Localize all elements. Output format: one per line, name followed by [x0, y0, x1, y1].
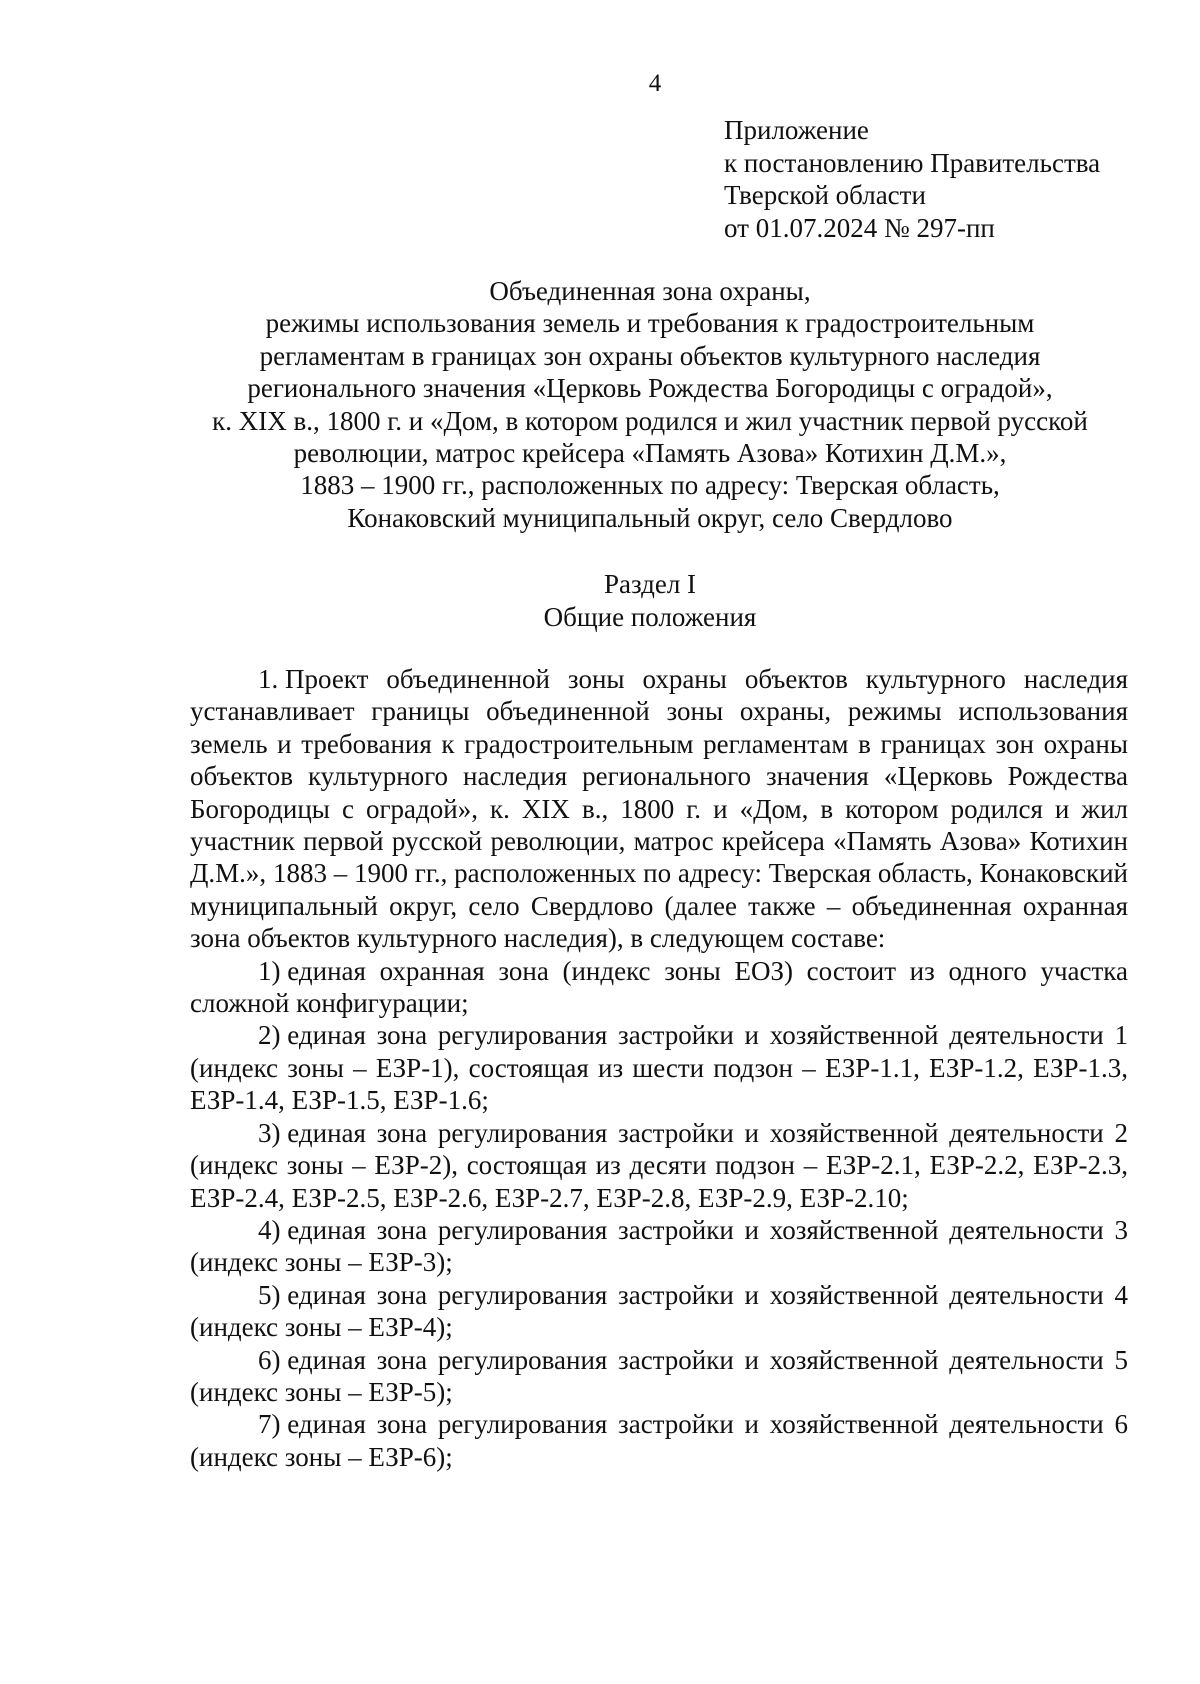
list-item-text: единая зона регулирования застройки и хозяйственной деятельности 2 (индекс зоны – ЕЗР-2), состоящая из десяти подзон – ЕЗР-2.1, ЕЗР-2.2, ЕЗР-2.3, ЕЗР-2.4, ЕЗР-2.5, ЕЗР-2.6, ЕЗР-2.7, ЕЗР-2.8, ЕЗР-2.9, ЕЗР-2.10; — [190, 1117, 1128, 1213]
title-line: к. XIX в., 1800 г. и «Дом, в котором родился и жил участник первой русской — [212, 405, 1088, 436]
list-item-text: единая охранная зона (индекс зоны ЕОЗ) состоит из одного участка сложной конфигурации; — [190, 955, 1128, 1019]
list-item-number: 4) — [258, 1214, 281, 1245]
list-item-text: единая зона регулирования застройки и хозяйственной деятельности 1 (индекс зоны – ЕЗР-1), состоящая из шести подзон – ЕЗР-1.1, ЕЗР-1.2, ЕЗР-1.3, ЕЗР-1.4, ЕЗР-1.5, ЕЗР-1.6; — [190, 1020, 1128, 1116]
list-item-number: 7) — [258, 1409, 281, 1440]
title-line: регионального значения «Церковь Рождества Богородицы с оградой», — [247, 373, 1053, 404]
title-line: 1883 – 1900 гг., расположенных по адресу: Тверская область, — [300, 470, 1000, 501]
title-line: Конаковский муниципальный округ, село Свердлово — [347, 502, 953, 533]
appendix-block — [724, 114, 1100, 244]
title-line: регламентам в границах зон охраны объектов культурного наследия — [259, 340, 1041, 371]
list-item-number: 1) — [258, 955, 281, 986]
list-item-text: единая зона регулирования застройки и хозяйственной деятельности 6 (индекс зоны – ЕЗР-6); — [190, 1409, 1128, 1472]
list-item — [190, 1214, 1128, 1279]
list-item — [190, 1019, 1128, 1116]
page-number: 4 — [648, 70, 662, 97]
list-item-text: единая зона регулирования застройки и хозяйственной деятельности 5 (индекс зоны – ЕЗР-5); — [190, 1344, 1128, 1407]
list-item — [190, 955, 1128, 1020]
list-item-number: 5) — [258, 1279, 281, 1310]
list-item — [190, 1408, 1128, 1473]
section-label: Раздел I — [603, 569, 697, 599]
document-body — [190, 663, 1128, 1473]
title-line: режимы использования земель и требования к градостроительным — [265, 308, 1035, 339]
list-item-number: 3) — [258, 1117, 281, 1148]
title-line: Объединенная зона охраны, — [489, 276, 811, 306]
list-item — [190, 1279, 1128, 1344]
document-title — [185, 275, 1115, 534]
paragraph-number: 1. — [258, 664, 279, 694]
section-header — [185, 568, 1115, 633]
appendix-line: Тверской области — [724, 180, 926, 210]
paragraph — [190, 663, 1128, 955]
list-item-text: единая зона регулирования застройки и хозяйственной деятельности 3 (индекс зоны – ЕЗР-3); — [190, 1214, 1128, 1278]
list-item-number: 6) — [258, 1344, 281, 1375]
appendix-date-number: от 01.07.2024 № 297-пп — [724, 212, 995, 243]
list-item — [190, 1344, 1128, 1409]
paragraph-text: Проект объединенной зоны охраны объектов культурного наследия устанавливает границы объединенной зоны охраны, режимы использования земель и требования к градостроительным регламентам в границах зон охраны объектов культурного наследия регионального значения «Церковь Рождества Богородицы с оградой», к. XIX в., 1800 г. и «Дом, в котором родился и жил участник первой русской революции, матрос крейсера «Память Азова» Котихин Д.М.», 1883 – 1900 гг., расположенных по адресу: Тверская область, Конаковский муниципальный округ, село Свердлово (далее также – объединенная охранная зона объектов культурного наследия), в следующем составе: — [190, 664, 1128, 954]
list-item-text: единая зона регулирования застройки и хозяйственной деятельности 4 (индекс зоны – ЕЗР-4); — [190, 1279, 1128, 1343]
list-item — [190, 1117, 1128, 1214]
section-heading: Общие положения — [543, 601, 757, 632]
title-line: революции, матрос крейсера «Память Азова» Котихин Д.М.», — [293, 438, 1007, 469]
list-item-number: 2) — [258, 1020, 281, 1051]
appendix-line: Приложение — [724, 115, 869, 145]
appendix-line: к постановлению Правительства — [724, 147, 1101, 178]
